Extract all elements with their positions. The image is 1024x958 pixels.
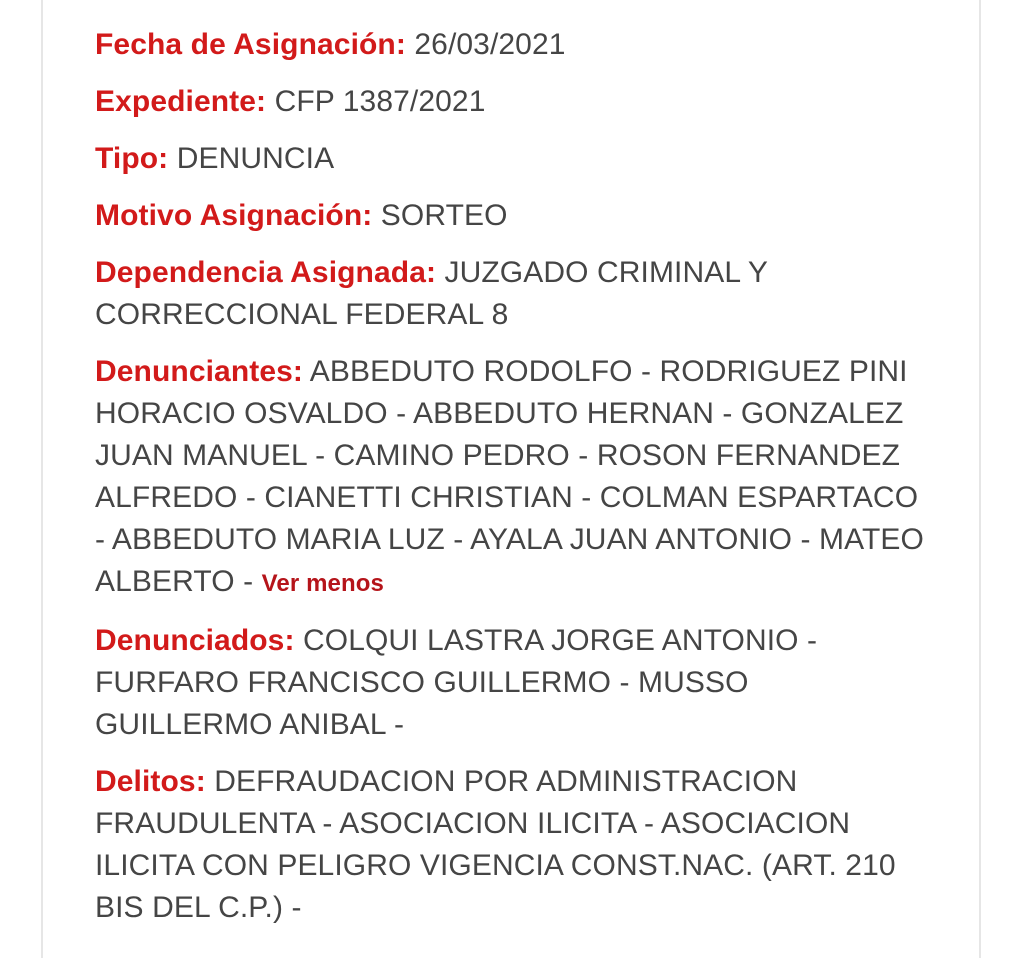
field-denunciados <box>95 620 931 746</box>
case-detail-content <box>95 24 931 944</box>
expediente-label: Expediente: <box>95 85 267 118</box>
field-fecha-asignacion <box>95 24 931 66</box>
fecha-asignacion-value: 26/03/2021 <box>414 28 566 61</box>
field-tipo <box>95 138 931 180</box>
fecha-asignacion-label: Fecha de Asignación: <box>95 28 406 61</box>
ver-menos-link[interactable]: Ver menos <box>261 570 384 597</box>
denunciantes-value: ABBEDUTO RODOLFO - RODRIGUEZ PINI HORACIO OSVALDO - ABBEDUTO HERNAN - GONZALEZ JUAN MANUEL - CAMINO PEDRO - ROSON FERNANDEZ ALFREDO - CIANETTI CHRISTIAN - COLMAN ESPARTACO - ABBEDUTO MARIA LUZ - AYALA JUAN ANTONIO - MATEO ALBERTO - <box>95 355 924 598</box>
dependencia-asignada-value: JUZGADO CRIMINAL Y CORRECCIONAL FEDERAL 8 <box>95 256 768 331</box>
motivo-asignacion-value: SORTEO <box>380 199 508 232</box>
dependencia-asignada-label: Dependencia Asignada: <box>95 256 437 289</box>
denunciados-label: Denunciados: <box>95 624 295 657</box>
expediente-value: CFP 1387/2021 <box>274 85 486 118</box>
case-detail-card <box>41 0 981 958</box>
denunciantes-label: Denunciantes: <box>95 355 304 388</box>
denunciados-value: COLQUI LASTRA JORGE ANTONIO - FURFARO FRANCISCO GUILLERMO - MUSSO GUILLERMO ANIBAL - <box>95 624 818 741</box>
tipo-value: DENUNCIA <box>176 142 335 175</box>
field-motivo-asignacion <box>95 195 931 237</box>
field-dependencia-asignada <box>95 252 931 336</box>
motivo-asignacion-label: Motivo Asignación: <box>95 199 373 232</box>
field-expediente <box>95 81 931 123</box>
delitos-value: DEFRAUDACION POR ADMINISTRACION FRAUDULENTA - ASOCIACION ILICITA - ASOCIACION ILICITA CON PELIGRO VIGENCIA CONST.NAC. (ART. 210 BIS DEL C.P.) - <box>95 765 896 924</box>
tipo-label: Tipo: <box>95 142 169 175</box>
delitos-label: Delitos: <box>95 765 206 798</box>
field-delitos <box>95 761 931 929</box>
field-denunciantes <box>95 351 931 605</box>
